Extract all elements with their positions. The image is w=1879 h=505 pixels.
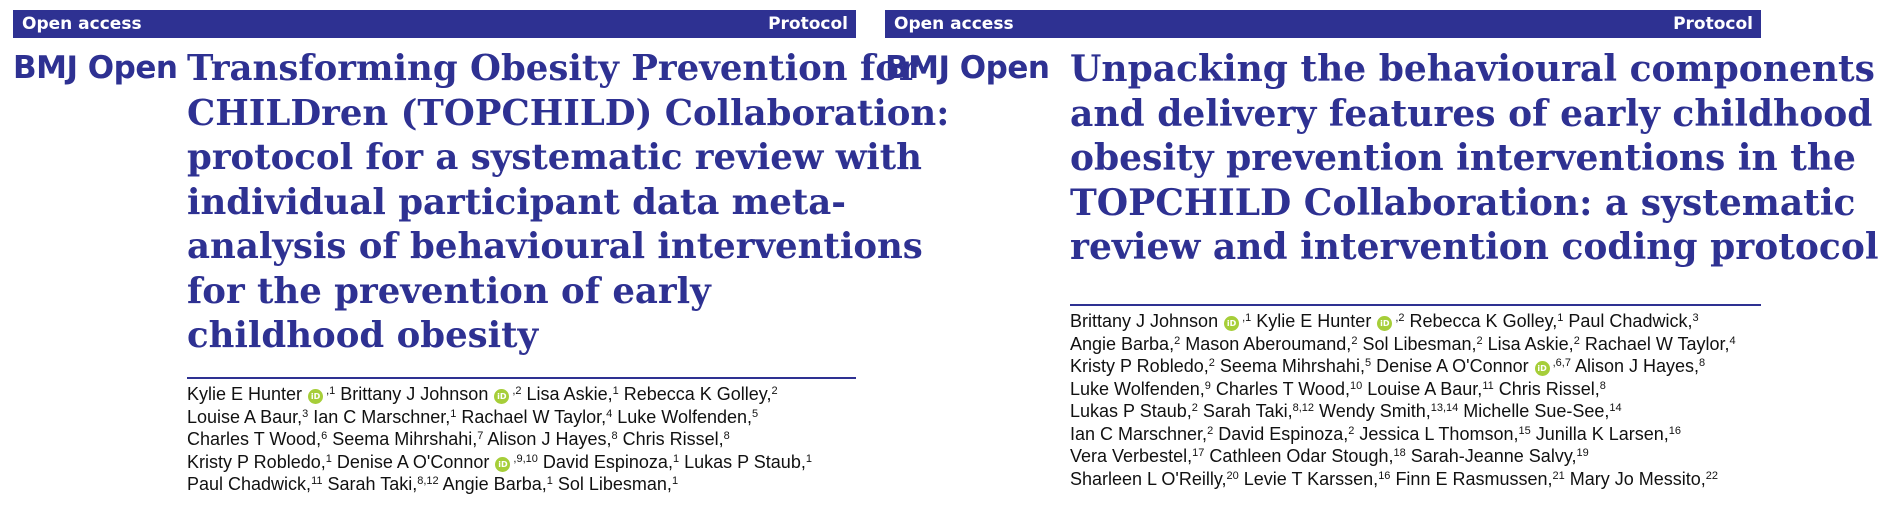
title-line: CHILDren (TOPCHILD) Collaboration:: [187, 92, 950, 134]
divider: [187, 377, 856, 379]
affiliation-superscript: 2: [1208, 357, 1215, 369]
author-name: Chris Rissel,: [1493, 378, 1600, 399]
header-banner: [885, 10, 1761, 38]
affiliation-superscript: ,1: [1242, 312, 1252, 324]
author-line: [187, 383, 812, 406]
author-line: [1070, 310, 1736, 333]
title-line: and delivery features of early childhood: [1070, 92, 1873, 135]
author-line: [1070, 468, 1736, 491]
author-name: Lisa Askie,: [521, 384, 613, 404]
affiliation-superscript: ,2: [1395, 312, 1405, 324]
author-name: Ian C Marschner,: [308, 406, 451, 427]
journal-logo: BMJ Open: [13, 50, 178, 86]
author-name: Kylie E Hunter: [1251, 311, 1372, 331]
author-name: Kristy P Robledo,: [1070, 356, 1209, 376]
affiliation-superscript: 18: [1393, 447, 1406, 459]
author-line: [1070, 355, 1736, 378]
author-name: Luke Wolfenden,: [612, 406, 753, 427]
affiliation-superscript: 11: [1482, 379, 1494, 392]
affiliation-superscript: 7: [477, 430, 484, 442]
author-name: Jessica L Thomson,: [1354, 423, 1519, 444]
author-name: Rebecca K Golley,: [1404, 311, 1558, 331]
author-name: Alison J Hayes,: [483, 429, 612, 449]
header-banner: [13, 10, 856, 38]
author-name: Lisa Askie,: [1482, 333, 1574, 354]
affiliation-superscript: 20: [1226, 469, 1239, 482]
author-name: Mason Aberoumand,: [1180, 333, 1352, 354]
article-title: [1070, 47, 1879, 270]
affiliation-superscript: 4: [606, 407, 613, 420]
title-line: protocol for a systematic review with: [187, 137, 922, 178]
affiliation-superscript: 22: [1705, 469, 1719, 482]
author-name: Sarah-Jeanne Salvy,: [1405, 446, 1577, 466]
author-name: Junilla K Larsen,: [1530, 423, 1669, 444]
affiliation-superscript: 5: [752, 407, 759, 420]
author-name: Cathleen Odar Stough,: [1204, 446, 1394, 466]
author-name: Sarah Taki,: [322, 474, 418, 494]
author-name: Rebecca K Golley,: [618, 384, 772, 404]
author-name: Brittany J Johnson: [1070, 311, 1219, 331]
affiliation-superscript: 1: [1557, 312, 1564, 324]
affiliation-superscript: 1: [325, 452, 332, 465]
affiliation-superscript: 19: [1576, 447, 1589, 459]
affiliation-superscript: 1: [672, 452, 680, 465]
author-line: [187, 406, 812, 429]
affiliation-superscript: 3: [1692, 312, 1699, 324]
affiliation-superscript: 1: [805, 452, 812, 465]
orcid-icon[interactable]: iD: [494, 389, 509, 404]
affiliation-superscript: 2: [1476, 334, 1483, 347]
author-name: Angie Barba,: [1070, 333, 1175, 354]
journal-logo: BMJ Open: [885, 50, 1050, 86]
affiliation-superscript: 8,12: [417, 475, 439, 487]
author-name: Charles T Wood,: [187, 429, 322, 449]
affiliation-superscript: 6: [321, 430, 328, 442]
author-name: Charles T Wood,: [1210, 378, 1350, 399]
title-line: Unpacking the behavioural components: [1070, 48, 1875, 90]
author-list: [187, 383, 812, 496]
title-line: obesity prevention interventions in the: [1070, 137, 1856, 179]
affiliation-superscript: 2: [1348, 424, 1355, 437]
affiliation-superscript: ,6,7: [1552, 357, 1571, 369]
affiliation-superscript: 8: [1599, 379, 1606, 392]
affiliation-superscript: 1: [450, 407, 457, 420]
author-line: [1070, 400, 1736, 423]
author-name: Finn E Rasmussen,: [1390, 468, 1553, 489]
affiliation-superscript: 2: [1351, 334, 1358, 347]
title-line: analysis of behavioural interventions: [187, 226, 923, 267]
author-name: Brittany J Johnson: [335, 384, 489, 404]
author-name: Sharleen L O'Reilly,: [1070, 468, 1227, 489]
author-name: David Espinoza,: [1213, 423, 1349, 444]
title-line: childhood obesity: [187, 315, 539, 356]
author-name: Rachael W Taylor,: [456, 406, 607, 427]
affiliation-superscript: 16: [1378, 469, 1391, 482]
orcid-icon[interactable]: iD: [1377, 316, 1392, 331]
author-line: [187, 473, 812, 496]
article-type-label: Protocol: [768, 14, 848, 34]
author-name: Levie T Karssen,: [1238, 468, 1379, 489]
affiliation-superscript: ,9,10: [513, 452, 538, 465]
title-line: review and intervention coding protocol: [1070, 226, 1879, 268]
right-paper: [885, 0, 1879, 505]
affiliation-superscript: 9: [1204, 379, 1211, 392]
orcid-icon[interactable]: iD: [1535, 361, 1550, 376]
affiliation-superscript: 8: [723, 430, 730, 442]
orcid-icon[interactable]: iD: [495, 457, 510, 472]
author-line: [187, 451, 812, 474]
affiliation-superscript: 1: [612, 385, 619, 397]
affiliation-superscript: 4: [1729, 334, 1736, 347]
open-access-label: Open access: [894, 14, 1014, 34]
author-name: Angie Barba,: [438, 474, 547, 494]
author-line: [1070, 333, 1736, 356]
affiliation-superscript: 8: [611, 430, 618, 442]
author-name: Paul Chadwick,: [187, 474, 312, 494]
orcid-icon[interactable]: iD: [1224, 316, 1239, 331]
affiliation-superscript: 5: [1364, 357, 1372, 369]
author-name: Kristy P Robledo,: [187, 451, 326, 472]
divider: [1070, 304, 1761, 306]
affiliation-superscript: 15: [1518, 424, 1531, 437]
affiliation-superscript: 14: [1609, 402, 1622, 414]
author-line: [1070, 423, 1736, 446]
affiliation-superscript: 16: [1668, 424, 1682, 437]
author-name: Rachael W Taylor,: [1579, 333, 1730, 354]
title-line: Transforming Obesity Prevention for: [187, 48, 918, 89]
title-line: individual participant data meta-: [187, 181, 846, 223]
affiliation-superscript: 8,12: [1292, 402, 1315, 414]
author-name: Chris Rissel,: [617, 429, 724, 449]
affiliation-superscript: 1: [546, 475, 553, 487]
title-line: for the prevention of early: [187, 270, 711, 312]
affiliation-superscript: 2: [771, 385, 778, 397]
affiliation-superscript: 13,14: [1430, 402, 1459, 414]
author-line: [1070, 445, 1736, 468]
affiliation-superscript: ,1: [326, 385, 336, 397]
author-line: [187, 428, 812, 451]
author-name: Sol Libesman,: [1357, 333, 1477, 354]
orcid-icon[interactable]: iD: [308, 389, 323, 404]
author-name: Sarah Taki,: [1197, 401, 1293, 421]
author-name: Denise A O'Connor: [331, 451, 490, 472]
author-name: Kylie E Hunter: [187, 384, 303, 404]
author-name: Alison J Hayes,: [1570, 356, 1700, 376]
affiliation-superscript: 10: [1349, 379, 1363, 392]
author-name: Luke Wolfenden,: [1070, 378, 1205, 399]
article-type-label: Protocol: [1673, 14, 1753, 34]
author-list: [1070, 310, 1736, 490]
affiliation-superscript: 11: [311, 475, 323, 487]
affiliation-superscript: 2: [1573, 334, 1580, 347]
affiliation-superscript: 1: [671, 475, 679, 487]
author-name: David Espinoza,: [537, 451, 673, 472]
author-name: Louise A Baur,: [187, 406, 303, 427]
author-name: Wendy Smith,: [1314, 401, 1431, 421]
article-title: [187, 47, 949, 359]
affiliation-superscript: 17: [1192, 447, 1205, 459]
author-name: Vera Verbestel,: [1070, 446, 1193, 466]
title-line: TOPCHILD Collaboration: a systematic: [1070, 181, 1856, 224]
author-name: Ian C Marschner,: [1070, 423, 1208, 444]
author-name: Denise A O'Connor: [1371, 356, 1529, 376]
affiliation-superscript: 21: [1552, 469, 1565, 482]
author-line: [1070, 378, 1736, 401]
author-name: Lukas P Staub,: [1070, 401, 1192, 421]
author-name: Seema Mihrshahi,: [327, 429, 478, 449]
affiliation-superscript: 2: [1191, 402, 1198, 414]
affiliation-superscript: 8: [1699, 357, 1706, 369]
affiliation-superscript: 2: [1207, 424, 1214, 437]
affiliation-superscript: 3: [302, 407, 309, 420]
affiliation-superscript: 2: [1174, 334, 1181, 347]
author-name: Louise A Baur,: [1362, 378, 1483, 399]
author-name: Paul Chadwick,: [1563, 311, 1693, 331]
author-name: Mary Jo Messito,: [1564, 468, 1706, 489]
open-access-label: Open access: [22, 14, 142, 34]
author-name: Lukas P Staub,: [679, 451, 806, 472]
author-name: Sol Libesman,: [552, 474, 672, 494]
affiliation-superscript: ,2: [512, 385, 522, 397]
author-name: Seema Mihrshahi,: [1214, 356, 1365, 376]
author-name: Michelle Sue-See,: [1458, 401, 1610, 421]
